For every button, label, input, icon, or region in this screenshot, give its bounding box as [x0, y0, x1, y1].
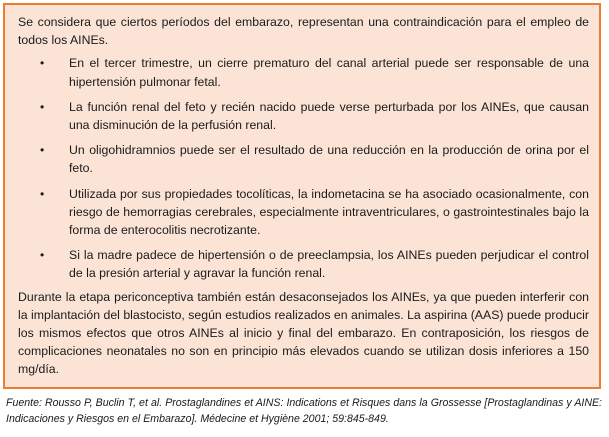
bullet-icon: • — [40, 143, 45, 158]
contraindications-box — [3, 3, 601, 389]
bullet-icon: • — [40, 56, 45, 71]
bullet-icon: • — [40, 248, 45, 263]
list-item-text: En el tercer trimestre, un cierre prematuro del canal arterial puede ser responsable de una hipertensión pulmonar fetal. — [69, 56, 589, 89]
list-item-text: Si la madre padece de hipertensión o de preeclampsia, los AINEs pueden perjudicar el control de la presión arterial y agravar la función renal. — [69, 248, 589, 281]
list-item — [18, 54, 589, 90]
bullet-icon: • — [40, 99, 45, 114]
list-item-text: La función renal del feto y recién nacido puede verse perturbada por los AINEs, que causan una disminución de la perfusión renal. — [69, 99, 589, 133]
list-item — [18, 185, 589, 240]
intro-paragraph: Se considera que ciertos períodos del embarazo, representan una contraindicación para el empleo de todos los AINEs. — [18, 15, 589, 48]
list-item — [18, 246, 589, 282]
list-item — [18, 141, 589, 177]
bullet-icon: • — [40, 186, 45, 201]
source-citation: Fuente: Rousso P, Buclin T, et al. Prostaglandines et AINS: Indications et Risques dans la Grossesse [Prostaglandinas y AINE: Indicaciones y Riesgos en el Embarazo]. Médecine et Hygiène 2001; 59:845-849. — [6, 397, 602, 425]
contraindications-list — [18, 54, 589, 282]
closing-paragraph: Durante la etapa periconceptiva también están desaconsejados los AINEs, ya que pueden interferir con la implantación del blastocisto, según estudios realizados en animales. La aspirina (AAS) puede producir los mismos efectos que otros AINEs al inicio y final del embarazo. En contraposición, los riesgos de complicaciones neonatales no son en principio más elevados cuando se utilizan dosis inferiores a 150 mg/día. — [18, 289, 589, 377]
list-item-text: Un oligohidramnios puede ser el resultado de una reducción en la producción de orina por el feto. — [69, 143, 589, 176]
list-item — [18, 98, 589, 134]
list-item-text: Utilizada por sus propiedades tocolíticas, la indometacina se ha asociado ocasionalmente, con riesgo de hemorragias cerebrales, especialmente intraventriculares, o gastrointestinales bajo la forma de enterocolitis necrotizante. — [69, 186, 589, 238]
